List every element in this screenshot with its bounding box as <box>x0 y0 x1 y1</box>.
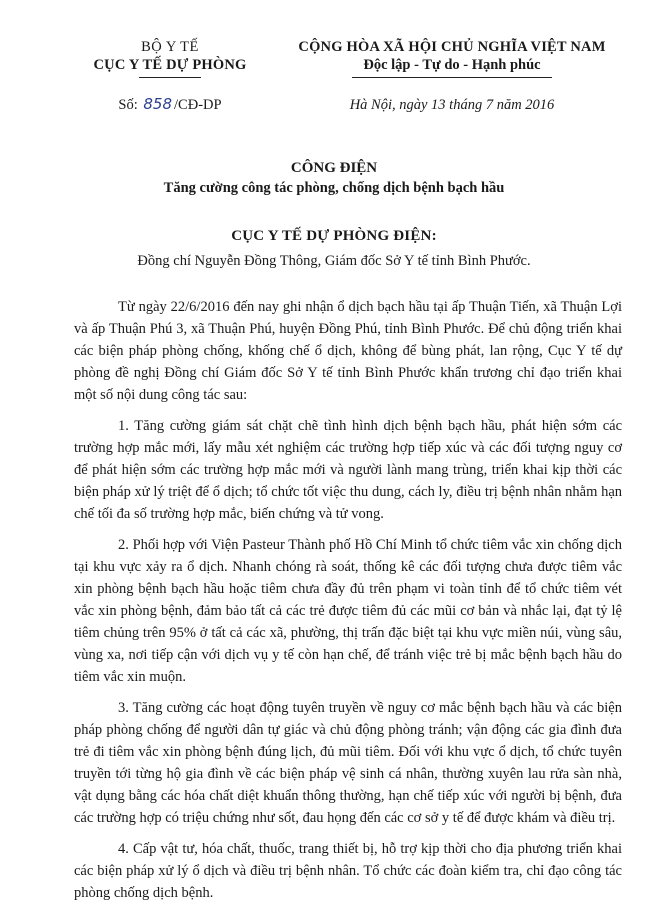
department-name: CỤC Y TẾ DỰ PHÒNG <box>93 57 247 73</box>
doc-number-handwritten: 858 <box>143 95 173 113</box>
recipient-line: Đồng chí Nguyễn Đồng Thông, Giám đốc Sở Y tế tỉnh Bình Phước. <box>137 253 531 269</box>
ministry-name: BỘ Y TẾ <box>141 39 199 55</box>
body-paragraph-2: 2. Phối hợp với Viện Pasteur Thành phố Hồ Chí Minh tổ chức tiêm vắc xin chống dịch tại khu vực xảy ra ổ dịch. Nhanh chóng rà soát, thống kê các đối tượng chưa được tiêm vắc xin phòng bệnh bạch hầu hoặc tiêm chưa đầy đủ trên phạm vi toàn tỉnh để tổ chức tiêm vét vắc xin phòng bệnh, đảm bảo tất cả các trẻ được tiêm đủ các mũi cơ bản và nhắc lại, đạt tỷ lệ tiêm chủng trên 95% ở tất cả các xã, phường, thị trấn đặc biệt tại khu vực miền núi, vùng sâu, vùng xa, nơi tiếp cận với dịch vụ y tế còn hạn chế, để tránh việc trẻ bị mắc bệnh bạch hầu do tiêm vắc xin muộn. <box>74 537 622 685</box>
body-paragraph-1: 1. Tăng cường giám sát chặt chẽ tình hình dịch bệnh bạch hầu, phát hiện sớm các trường hợp mắc mới, lấy mẫu xét nghiệm các trường hợp tiếp xúc và các đối tượng nguy cơ để phát hiện sớm các trường hợp mắc mới và người lành mang trùng, triển khai kịp thời các biện pháp xử lý triệt để ổ dịch; tổ chức tốt việc thu dung, cách ly, điều trị bệnh nhân nhằm hạn chế tối đa số trường hợp mắc, biến chứng và tử vong. <box>74 418 622 522</box>
doc-number-suffix: /CĐ-DP <box>174 97 222 113</box>
body-paragraph-intro: Từ ngày 22/6/2016 đến nay ghi nhận ổ dịch bạch hầu tại ấp Thuận Tiến, xã Thuận Lợi và ấp Thuận Phú 3, xã Thuận Phú, huyện Đồng Phú, tỉnh Bình Phước. Để chủ động triển khai các biện pháp phòng chống, khống chế ổ dịch, không để bùng phát, lan rộng, Cục Y tế dự phòng đề nghị Đồng chí Giám đốc Sở Y tế tỉnh Bình Phước khẩn trương chỉ đạo triển khai một số nội dung công tác sau: <box>74 299 622 403</box>
document-title-block <box>0 158 668 198</box>
motto-underline <box>352 77 552 78</box>
national-header <box>282 38 622 115</box>
country-name: CỘNG HÒA XÃ HỘI CHỦ NGHĨA VIỆT NAM <box>298 39 606 55</box>
body-paragraph-4: 4. Cấp vật tư, hóa chất, thuốc, trang thiết bị, hỗ trợ kịp thời cho địa phương triển khai các biện pháp xử lý ổ dịch và điều trị bệnh nhân. Tổ chức các đoàn kiểm tra, chỉ đạo công tác phòng chống dịch bệnh. <box>74 841 622 901</box>
body-paragraph-3: 3. Tăng cường các hoạt động tuyên truyền về nguy cơ mắc bệnh bạch hầu và các biện pháp phòng chống để người dân tự giác và chủ động phòng tránh; vận động các gia đình đưa trẻ đi tiêm vắc xin phòng bệnh đúng lịch, đủ mũi tiêm. Đối với khu vực ổ dịch, tổ chức tuyên truyền tới từng hộ gia đình về các biện pháp vệ sinh cá nhân, thường xuyên lau rửa sàn nhà, vật dụng bằng các hóa chất diệt khuẩn thông thường, hạn chế tiếp xúc với người bị bệnh, đưa các trường hợp có triệu chứng như sốt, đau họng đến các cơ sở y tế để được khám và điều trị. <box>74 700 622 826</box>
issuer-block <box>70 38 270 115</box>
issuer-underline <box>139 77 201 78</box>
doc-number-prefix: Số: <box>118 97 138 113</box>
document-body <box>74 296 622 913</box>
place-and-date: Hà Nội, ngày 13 tháng 7 năm 2016 <box>349 97 555 113</box>
document-number <box>70 94 270 115</box>
national-motto: Độc lập - Tự do - Hạnh phúc <box>363 57 541 73</box>
sender-line: CỤC Y TẾ DỰ PHÒNG ĐIỆN: <box>231 228 437 244</box>
document-subject: Tăng cường công tác phòng, chống dịch bệnh bạch hầu <box>163 180 505 196</box>
document-type: CÔNG ĐIỆN <box>290 160 378 176</box>
